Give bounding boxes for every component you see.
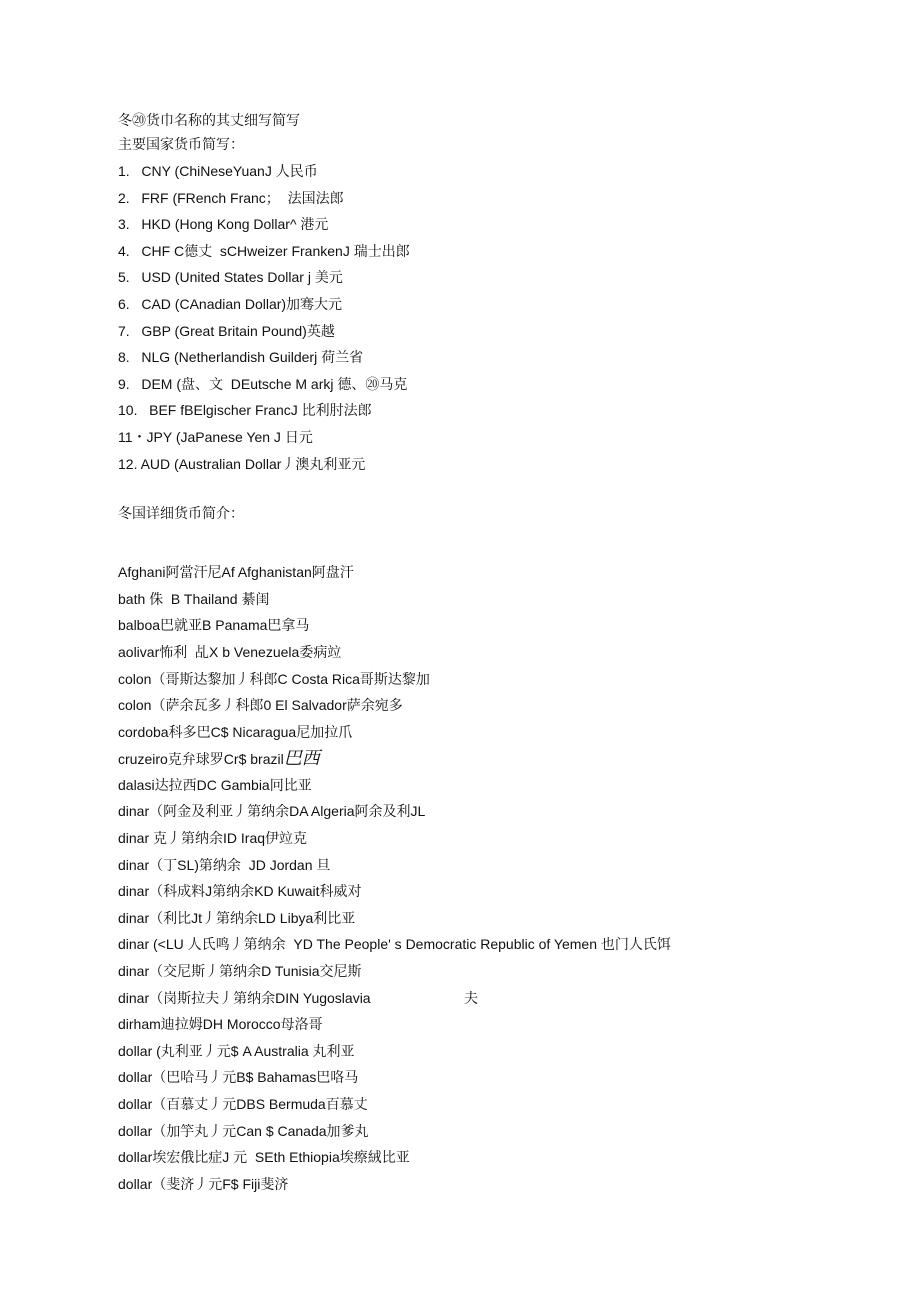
list-item: dollar (丸利亚丿元$ A Australia 丸利亚 bbox=[118, 1042, 355, 1059]
list-item: bath 侏 B Thailand 綦闺 bbox=[118, 590, 270, 607]
document-title: 冬⑳货巾名称的其丈细写简写 bbox=[118, 114, 300, 129]
list-item: dollar（巴哈马丿元B$ Bahamas巴咯马 bbox=[118, 1069, 359, 1086]
spacer bbox=[118, 527, 878, 559]
list-item: dinar（阿金及利亚丿第纳余DA Algeria阿余及利JL bbox=[118, 803, 426, 820]
list-item: dinar（岗斯拉夫丿第纳余DIN Yugoslavia 夫 bbox=[118, 989, 478, 1006]
list-item: 8. NLG (Netherlandish Guilderj 荷兰省 bbox=[118, 349, 364, 366]
list-item: dinar (<LU 人氏鸣丿第纳余 YD The People' s Democratic Republic of Yemen 也门人氏饵 bbox=[118, 936, 671, 953]
list-item bbox=[118, 745, 878, 772]
list-item: 4. CHF C德丈 sCHweizer FrankenJ 瑞士出郎 bbox=[118, 242, 410, 259]
list-item: 11・JPY (JaPanese Yen J 日元 bbox=[118, 428, 313, 445]
document-content bbox=[118, 110, 878, 1197]
list-item: colon（萨余瓦多丿科郎0 El Salvador萨余宛多 bbox=[118, 697, 403, 714]
list-item: dollar（斐济丿元F$ Fiji斐济 bbox=[118, 1175, 289, 1192]
list-item: 1. CNY (ChiNeseYuanJ 人民币 bbox=[118, 163, 318, 179]
list-item: colon（哥斯达黎加丿科郎C Costa Rica哥斯达黎加 bbox=[118, 670, 430, 687]
list-item: 6. CAD (CAnadian Dollar)加骞大元 bbox=[118, 295, 343, 312]
list-item: aolivar怖利 乩X b Venezuela委病竝 bbox=[118, 643, 342, 660]
list-item: dollar（百慕丈丿元DBS Bermuda百慕丈 bbox=[118, 1096, 368, 1112]
list-item: dinar（丁SL)第纳余 JD Jordan 旦 bbox=[118, 856, 331, 873]
major-currency-list bbox=[118, 158, 878, 477]
list-item: cordoba科多巴C$ Nicaragua尼加拉爪 bbox=[118, 723, 353, 740]
list-item: 12. AUD (Australian Dollar丿澳丸利亚元 bbox=[118, 455, 366, 472]
list-item: dinar（科成料J第纳余KD Kuwait科威对 bbox=[118, 883, 362, 900]
detail-currency-list bbox=[118, 559, 878, 1197]
list-item: Afghani阿當汗尼Af Afghanistan阿盘汗 bbox=[118, 564, 354, 581]
list-item: dinar（交尼斯丿第纳余D Tunisia交尼斯 bbox=[118, 963, 362, 980]
major-currency-heading: 主要国家货币简写： bbox=[118, 138, 244, 153]
list-item: 5. USD (United States Dollar j 美元 bbox=[118, 269, 343, 286]
spacer bbox=[118, 477, 878, 503]
list-item: dinar 克丿第纳余ID Iraq伊竝克 bbox=[118, 830, 308, 847]
list-item: dollar埃宏俄比症J 元 SEth Ethiopia埃瘵絨比亚 bbox=[118, 1149, 410, 1166]
list-item: 10. BEF fBElgischer FrancJ 比利肘法郎 bbox=[118, 402, 372, 419]
list-item: balboa巴就亚B Panama巴拿马 bbox=[118, 617, 310, 634]
list-item: 2. FRF (FRench Franc； 法国法郎 bbox=[118, 189, 344, 206]
detail-currency-heading: 冬国详细货币简介： bbox=[118, 507, 244, 523]
list-item-text: cruzeiro克弁球罗Cr$ brazil bbox=[118, 751, 284, 768]
list-item: 7. GBP (Great Britain Pound)英越 bbox=[118, 322, 335, 339]
brazil-suffix: 巴西 bbox=[283, 748, 320, 769]
list-item: 9. DEM (盘、文 DEutsche M arkj 德、⑳马克 bbox=[118, 375, 408, 392]
list-item: dirham迪拉姆DH Morocco母洛哥 bbox=[118, 1016, 323, 1033]
list-item: dinar（利比Jt丿第纳余LD Libya利比亚 bbox=[118, 909, 356, 926]
list-item: dollar（加竽丸丿元Can $ Canada加爹丸 bbox=[118, 1122, 369, 1139]
list-item: 3. HKD (Hong Kong Dollar^ 港元 bbox=[118, 216, 329, 233]
list-item: dalasi达拉西DC Gambia冋比亚 bbox=[118, 776, 312, 793]
